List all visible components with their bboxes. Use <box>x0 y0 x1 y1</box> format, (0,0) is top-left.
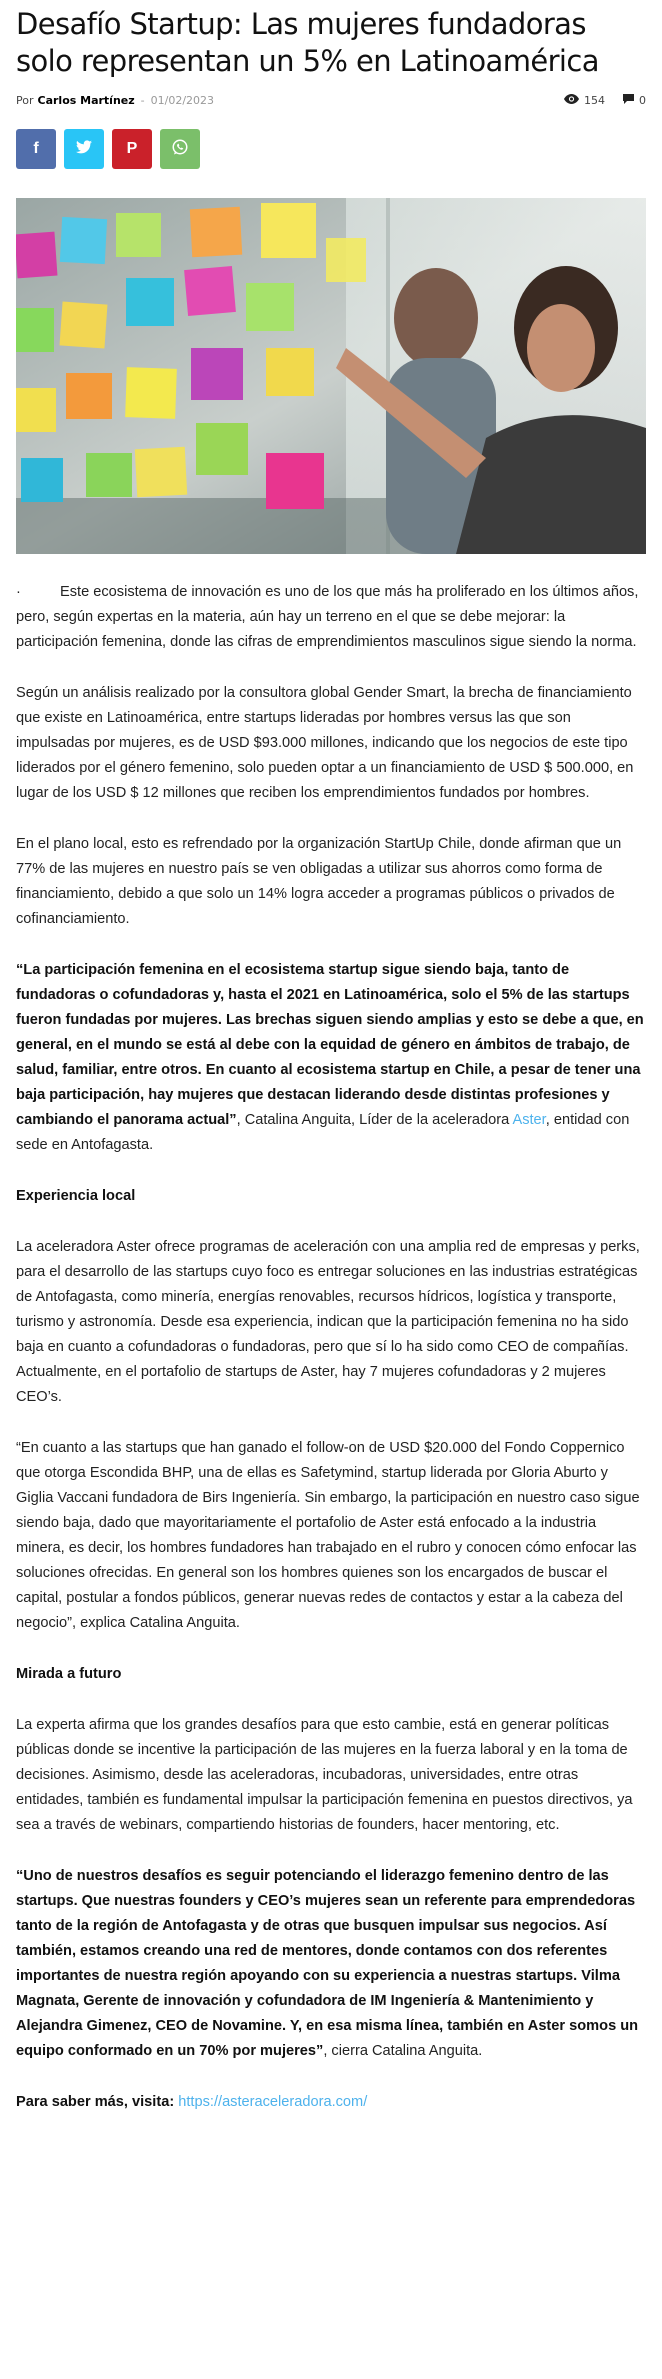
quote-1-bold: “La participación femenina en el ecosistema startup sigue siendo baja, tanto de fundadoras o cofundadoras y, hasta el 2021 en Latinoamérica, solo el 5% de las startups fueron fundadas por mujeres. Las brechas siguen siendo amplias y esto se debe a que, en general, en el mundo se está al debe con la equidad de género en ámbitos de trabajo, de salud, familiar, entre otros. En cuanto al ecosistema startup en Chile, a pesar de tener una baja participación, hay mujeres que destacan liderando desde distintas profesiones y cambiando el panorama actual” <box>16 962 644 1128</box>
bullet-marker: · <box>16 584 21 600</box>
hero-photo-illustration <box>16 198 646 554</box>
comment-icon <box>623 94 634 107</box>
quote-1-attribution-b: , entidad con sede en Antofagasta. <box>16 1112 630 1153</box>
author-link[interactable]: Carlos Martínez <box>37 93 135 107</box>
paragraph-5: “En cuanto a las startups que han ganado el follow-on de USD $20.000 del Fondo Coppernico que otorga Escondida BHP, una de ellas es Safetymind, startup liderada por Gloria Aburto y Giglia Vaccani fundadora de Birs Ingeniería. Sin embargo, la participación en nuestro caso sigue siendo baja, dado que mayoritariamente el portafolio de Aster está enfocado a la industria minera, es decir, los hombres fundadores han trabajado en el rubro y conocen cómo enfocar las soluciones ofrecidas. En general son los hombres quienes son los encargados de buscar el capital, postular a fondos públicos, generar nuevas redes de contactos y estar a la cabeza del negocio”, explica Catalina Anguita. <box>16 1440 640 1631</box>
article-title-line-2: solo representan un 5% en Latinoamérica <box>16 44 599 78</box>
views-value: 154 <box>584 93 605 107</box>
section-heading-experiencia: Experiencia local <box>16 1188 136 1204</box>
article-title <box>16 0 646 80</box>
quote-2-attribution: , cierra Catalina Anguita. <box>323 2043 483 2059</box>
pinterest-icon: P <box>126 140 138 157</box>
share-twitter-button[interactable] <box>64 129 104 169</box>
quote-1-attribution-a: , Catalina Anguita, Líder de la aceleradora <box>236 1112 513 1128</box>
byline <box>16 94 214 107</box>
final-line <box>16 2090 646 2115</box>
quote-1 <box>16 958 646 1158</box>
final-label: Para saber más, visita: <box>16 2094 175 2110</box>
byline-prefix: Por <box>16 93 34 107</box>
paragraph-1-text: Este ecosistema de innovación es uno de los que más ha proliferado en los últimos años, pero, según expertas en la materia, aún hay un terreno en el que se debe mejorar: la participación femenina, donde las cifras de emprendimientos masculinos sigue siendo la norma. <box>16 584 639 650</box>
eye-icon <box>564 94 579 107</box>
section-heading-mirada: Mirada a futuro <box>16 1666 122 1682</box>
facebook-icon: f <box>33 140 39 157</box>
paragraph-6: La experta afirma que los grandes desafíos para que esto cambie, está en generar políticas públicas donde se incentive la participación de las mujeres en la fuerza laboral y en la toma de decisiones. Asimismo, desde las aceleradoras, incubadoras, universidades, entre otras entidades, también es fundamental impulsar la participación femenina en puestos directivos, ya sea a través de webinars, compartiendo historias de founders, hacer mentoring, etc. <box>16 1717 633 1833</box>
whatsapp-icon <box>171 138 189 161</box>
quote-2-bold: “Uno de nuestros desafíos es seguir potenciando el liderazgo femenino dentro de las startups. Que nuestras founders y CEO’s mujeres sean un referente para emprendedoras tanto de la región de Antofagasta y de otras que busquen impulsar sus negocios. Así también, estamos creando una red de mentores, donde contamos con dos referentes importantes de nuestra región apoyando con su experiencia a nuestras startups. Vilma Magnata, Gerente de innovación y cofundadora de IM Ingeniería & Mantenimiento y Alejandra Gimenez, CEO de Novamine. Y, en esa misma línea, también en Aster somos un equipo conformado en un 70% por mujeres” <box>16 1868 639 2059</box>
aster-link[interactable]: Aster <box>512 1112 546 1128</box>
views-count <box>564 94 605 107</box>
hero-image <box>16 198 646 554</box>
paragraph-3: En el plano local, esto es refrendado por la organización StartUp Chile, donde afirman que un 77% de las mujeres en nuestro país se ven obligadas a utilizar sus ahorros como forma de financiamiento, debido a que solo un 14% logra acceder a programas públicos o privados de cofinanciamiento. <box>16 836 622 927</box>
article-stats <box>564 94 646 107</box>
website-link[interactable]: https://asteraceleradora.com/ <box>178 2094 368 2110</box>
comments-count[interactable] <box>623 94 646 107</box>
publish-date: 01/02/2023 <box>150 93 215 107</box>
quote-2 <box>16 1864 646 2064</box>
share-facebook-button[interactable] <box>16 129 56 169</box>
comments-value: 0 <box>639 93 646 107</box>
share-buttons <box>16 129 646 169</box>
article-title-line-1: Desafío Startup: Las mujeres fundadoras <box>16 7 586 41</box>
byline-separator: - <box>140 93 145 107</box>
article-meta <box>16 90 646 110</box>
twitter-icon <box>76 140 92 159</box>
paragraph-2: Según un análisis realizado por la consultora global Gender Smart, la brecha de financiamiento que existe en Latinoamérica, entre startups lideradas por hombres versus las que son impulsadas por mujeres, es de USD $93.000 millones, indicando que los negocios de este tipo liderados por el género femenino, solo pueden optar a un financiamiento de USD $ 500.000, en lugar de los USD $ 12 millones que reciben los emprendimientos fundados por hombres. <box>16 685 634 801</box>
share-whatsapp-button[interactable] <box>160 129 200 169</box>
share-pinterest-button[interactable] <box>112 129 152 169</box>
paragraph-1 <box>16 580 646 655</box>
article-body <box>16 580 646 2115</box>
paragraph-4: La aceleradora Aster ofrece programas de aceleración con una amplia red de empresas y perks, para el desarrollo de las startups cuyo foco es entregar soluciones en las industrias estratégicas de Antofagasta, como minería, energías renovables, recursos hídricos, logística y transporte, turismo y astronomía. Desde esa experiencia, indican que la participación femenina no ha sido baja en cuanto a cofundadoras o fundadoras, pero que sí lo ha sido como CEO de compañías. Actualmente, en el portafolio de startups de Aster, hay 7 mujeres cofundadoras y 2 mujeres CEO’s. <box>16 1239 640 1405</box>
